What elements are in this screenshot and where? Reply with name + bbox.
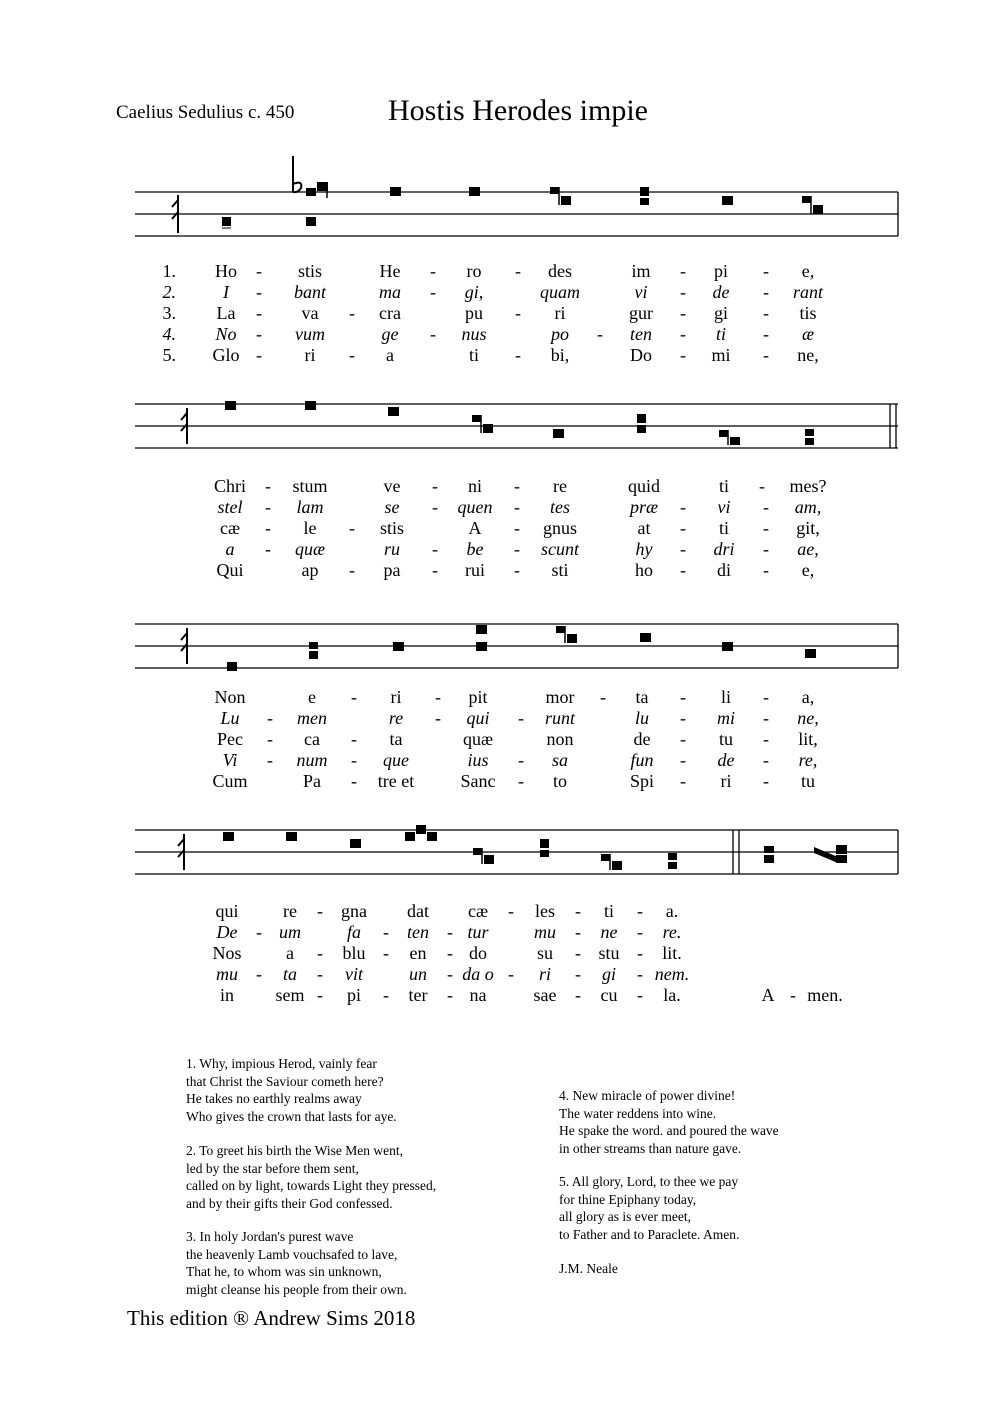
- translation-line: that Christ the Saviour cometh here?: [186, 1073, 384, 1089]
- syllable-hyphen: -: [432, 560, 438, 580]
- syllable-hyphen: -: [680, 261, 686, 281]
- staff-system-3: [0, 614, 992, 707]
- lyric-syllable: dri: [713, 539, 735, 559]
- syllable-hyphen: -: [680, 303, 686, 323]
- lyric-syllable: mes?: [789, 476, 827, 496]
- staff-system-1: [0, 178, 992, 268]
- lyric-syllable: pi: [346, 985, 362, 1005]
- lyric-syllable: Nos: [212, 943, 242, 963]
- lyric-syllable: runt: [544, 708, 576, 728]
- lyric-syllable: tu: [800, 771, 816, 791]
- lyric-syllable: qui: [466, 708, 490, 728]
- staff-system-4: [0, 818, 992, 908]
- lyric-syllable: dat: [407, 901, 429, 921]
- lyric-syllable: quæ: [294, 539, 326, 559]
- lyric-syllable: præ: [629, 497, 659, 517]
- lyric-syllable: ge: [381, 324, 399, 344]
- lyric-syllable: ri: [538, 964, 552, 984]
- lyric-syllable: gur: [629, 303, 653, 323]
- lyric-syllable: tre et: [377, 771, 415, 791]
- syllable-hyphen: -: [680, 687, 686, 707]
- lyric-syllable: men.: [807, 985, 843, 1005]
- lyric-syllable: sa: [551, 750, 569, 770]
- syllable-hyphen: -: [763, 282, 769, 302]
- lyric-syllable: le: [303, 518, 317, 538]
- syllable-hyphen: -: [575, 985, 581, 1005]
- lyric-syllable: sti: [551, 560, 569, 580]
- lyric-syllable: lu: [634, 708, 650, 728]
- lyric-syllable: stum: [292, 476, 328, 496]
- translation-line: to Father and to Paraclete. Amen.: [559, 1226, 740, 1242]
- lyric-syllable: vum: [295, 324, 325, 344]
- lyric-syllable: gi: [601, 964, 617, 984]
- syllable-hyphen: -: [763, 708, 769, 728]
- lyric-syllable: a.: [665, 901, 679, 921]
- lyric-syllable: æ: [801, 324, 815, 344]
- syllable-hyphen: -: [518, 750, 524, 770]
- lyric-syllable: ma: [379, 282, 401, 302]
- syllable-hyphen: -: [256, 303, 262, 323]
- lyric-syllable: qui: [215, 901, 239, 921]
- lyric-syllable: bi,: [550, 345, 570, 365]
- lyric-syllable: mi: [711, 345, 731, 365]
- lyric-syllable: re: [553, 476, 567, 496]
- lyric-syllable: a: [386, 345, 394, 365]
- syllable-hyphen: -: [597, 324, 603, 344]
- copyright-notice: This edition ® Andrew Sims 2018: [127, 1306, 416, 1330]
- translation-line: 1. Why, impious Herod, vainly fear: [186, 1056, 377, 1071]
- syllable-hyphen: -: [637, 964, 643, 984]
- lyric-syllable: di: [716, 560, 732, 580]
- translation-stanza: [559, 1173, 739, 1243]
- lyric-syllable: mu: [534, 922, 556, 942]
- syllable-hyphen: -: [763, 539, 769, 559]
- lyric-syllable: fun: [630, 750, 654, 770]
- lyric-syllable: ri: [554, 303, 566, 323]
- lyric-syllable: ius: [467, 750, 489, 770]
- syllable-hyphen: -: [680, 539, 686, 559]
- lyric-syllable: do: [469, 943, 487, 963]
- syllable-hyphen: -: [763, 345, 769, 365]
- lyric-syllable: Spi: [629, 771, 655, 791]
- syllable-hyphen: -: [680, 750, 686, 770]
- lyric-syllable: quam: [540, 282, 580, 302]
- lyric-syllable: tes: [550, 497, 570, 517]
- lyric-syllable: sem: [275, 985, 305, 1005]
- syllable-hyphen: -: [435, 708, 441, 728]
- lyric-syllable: stis: [297, 261, 323, 281]
- syllable-hyphen: -: [514, 476, 520, 496]
- lyric-syllable: se: [384, 497, 400, 517]
- syllable-hyphen: -: [763, 497, 769, 517]
- syllable-hyphen: -: [351, 750, 357, 770]
- syllable-hyphen: -: [351, 729, 357, 749]
- verse-number: 3.: [162, 303, 176, 323]
- lyric-syllable: ti: [718, 518, 730, 538]
- syllable-hyphen: -: [763, 303, 769, 323]
- staff-system-2: [0, 394, 992, 484]
- syllable-hyphen: -: [383, 922, 389, 942]
- syllable-hyphen: -: [256, 345, 262, 365]
- syllable-hyphen: -: [349, 518, 355, 538]
- lyric-syllable: vit: [345, 964, 363, 984]
- lyric-syllable: stel: [217, 497, 243, 517]
- lyric-syllable: ri: [304, 345, 316, 365]
- lyric-syllable: ru: [383, 539, 401, 559]
- translation-line: and by their gifts their God confessed.: [186, 1195, 393, 1211]
- syllable-hyphen: -: [256, 324, 262, 344]
- translation-stanza: [186, 1142, 436, 1212]
- verse-number: 1.: [162, 261, 176, 281]
- lyric-syllable: gi,: [464, 282, 484, 302]
- lyric-syllable: e,: [801, 261, 815, 281]
- lyric-syllable: quen: [457, 497, 493, 517]
- lyric-syllable: cu: [600, 985, 618, 1005]
- lyric-syllable: na: [469, 985, 487, 1005]
- translation-line: Who gives the crown that lasts for aye.: [186, 1108, 397, 1124]
- syllable-hyphen: -: [508, 964, 514, 984]
- lyric-syllable: Qui: [216, 560, 244, 580]
- syllable-hyphen: -: [447, 985, 453, 1005]
- syllable-hyphen: -: [763, 729, 769, 749]
- lyric-syllable: Pa: [303, 771, 321, 791]
- lyric-syllable: to: [552, 771, 568, 791]
- syllable-hyphen: -: [680, 708, 686, 728]
- lyric-syllable: Pec: [217, 729, 243, 749]
- author-credit: Caelius Sedulius c. 450: [116, 102, 295, 123]
- lyric-syllable: rui: [465, 560, 485, 580]
- lyric-syllable: blu: [342, 943, 366, 963]
- lyric-syllable: ni: [467, 476, 483, 496]
- lyric-syllable: in: [219, 985, 235, 1005]
- syllable-hyphen: -: [680, 497, 686, 517]
- syllable-hyphen: -: [256, 282, 262, 302]
- lyric-syllable: ap: [301, 560, 319, 580]
- lyric-syllable: cæ: [220, 518, 240, 538]
- lyric-syllable: Glo: [212, 345, 240, 365]
- lyric-syllable: li: [720, 687, 732, 707]
- lyric-syllable: A: [761, 985, 775, 1005]
- syllable-hyphen: -: [575, 922, 581, 942]
- translation-line: 5. All glory, Lord, to thee we pay: [559, 1174, 739, 1189]
- lyric-syllable: scunt: [541, 539, 579, 559]
- syllable-hyphen: -: [680, 324, 686, 344]
- translation-stanza: [186, 1228, 407, 1298]
- verse-number: 4.: [162, 324, 176, 344]
- lyric-syllable: ne,: [797, 345, 819, 365]
- syllable-hyphen: -: [637, 985, 643, 1005]
- translation-line: 4. New miracle of power divine!: [559, 1088, 736, 1103]
- syllable-hyphen: -: [637, 901, 643, 921]
- lyric-syllable: be: [466, 539, 484, 559]
- lyric-syllable: ti: [468, 345, 480, 365]
- syllable-hyphen: -: [447, 964, 453, 984]
- syllable-hyphen: -: [265, 476, 271, 496]
- lyric-syllable: rant: [792, 282, 824, 302]
- lyric-syllable: ae,: [797, 539, 819, 559]
- lyric-syllable: at: [637, 518, 651, 538]
- lyric-syllable: quid: [627, 476, 661, 496]
- lyric-syllable: quæ: [462, 729, 494, 749]
- translation-line: all glory as is ever meet,: [559, 1209, 691, 1224]
- lyric-syllable: hy: [635, 539, 653, 559]
- lyric-syllable: men: [297, 708, 327, 728]
- lyric-syllable: des: [548, 261, 572, 281]
- lyric-syllable: Do: [630, 345, 652, 365]
- lyric-syllable: gnus: [542, 518, 578, 538]
- lyric-syllable: a: [225, 539, 235, 559]
- lyric-syllable: Non: [214, 687, 246, 707]
- lyric-syllable: ten: [407, 922, 429, 942]
- syllable-hyphen: -: [575, 901, 581, 921]
- lyric-syllable: fa: [346, 922, 362, 942]
- syllable-hyphen: -: [432, 497, 438, 517]
- lyric-syllable: re,: [798, 750, 818, 770]
- lyric-syllable: ta: [282, 964, 298, 984]
- syllable-hyphen: -: [680, 345, 686, 365]
- lyric-syllable: re: [388, 708, 404, 728]
- syllable-hyphen: -: [680, 518, 686, 538]
- lyric-syllable: ter: [408, 985, 428, 1005]
- lyric-syllable: a: [286, 943, 294, 963]
- syllable-hyphen: -: [515, 345, 521, 365]
- syllable-hyphen: -: [351, 771, 357, 791]
- syllable-hyphen: -: [317, 901, 323, 921]
- translation-line: J.M. Neale: [559, 1261, 618, 1276]
- lyric-syllable: ca: [304, 729, 320, 749]
- syllable-hyphen: -: [515, 303, 521, 323]
- syllable-hyphen: -: [790, 985, 796, 1005]
- syllable-hyphen: -: [680, 771, 686, 791]
- lyric-syllable: de: [717, 750, 735, 770]
- lyric-syllable: les: [535, 901, 555, 921]
- lyric-syllable: a,: [801, 687, 815, 707]
- syllable-hyphen: -: [256, 922, 262, 942]
- lyric-syllable: Ho: [215, 261, 237, 281]
- lyric-syllable: ve: [383, 476, 401, 496]
- syllable-hyphen: -: [383, 985, 389, 1005]
- syllable-hyphen: -: [600, 687, 606, 707]
- syllable-hyphen: -: [763, 771, 769, 791]
- lyric-syllable: pu: [465, 303, 483, 323]
- syllable-hyphen: -: [432, 476, 438, 496]
- lyric-syllable: tur: [467, 922, 489, 942]
- lyric-syllable: He: [379, 261, 401, 281]
- syllable-hyphen: -: [317, 985, 323, 1005]
- translation-line: led by the star before them sent,: [186, 1160, 359, 1176]
- syllable-hyphen: -: [763, 261, 769, 281]
- syllable-hyphen: -: [763, 687, 769, 707]
- syllable-hyphen: -: [256, 261, 262, 281]
- lyric-syllable: en: [409, 943, 427, 963]
- translation-line: called on by light, towards Light they pressed,: [186, 1178, 437, 1193]
- lyric-syllable: tis: [799, 303, 817, 323]
- syllable-hyphen: -: [383, 943, 389, 963]
- lyric-syllable: nem.: [654, 964, 690, 984]
- lyric-syllable: Lu: [220, 708, 240, 728]
- lyric-syllable: sae: [533, 985, 557, 1005]
- verse-number: 5.: [162, 345, 176, 365]
- translation-line: The water reddens into wine.: [559, 1105, 717, 1121]
- lyric-syllable: ro: [466, 261, 482, 281]
- lyric-syllable: lit.: [662, 943, 682, 963]
- lyric-syllable: nus: [461, 324, 487, 344]
- lyric-syllable: ti: [603, 901, 615, 921]
- syllable-hyphen: -: [349, 345, 355, 365]
- lyric-syllable: bant: [293, 282, 327, 302]
- syllable-hyphen: -: [514, 539, 520, 559]
- lyric-syllable: pi: [713, 261, 729, 281]
- syllable-hyphen: -: [680, 282, 686, 302]
- lyric-syllable: ti: [715, 324, 727, 344]
- syllable-hyphen: -: [514, 518, 520, 538]
- lyric-syllable: non: [546, 729, 574, 749]
- syllable-hyphen: -: [430, 261, 436, 281]
- translation-stanza: [559, 1260, 618, 1278]
- hymn-title: Hostis Herodes impie: [388, 94, 648, 127]
- lyric-syllable: po: [551, 324, 569, 344]
- syllable-hyphen: -: [349, 560, 355, 580]
- verse-number: 2.: [162, 282, 176, 302]
- syllable-hyphen: -: [267, 750, 273, 770]
- lyric-syllable: pit: [468, 687, 488, 707]
- lyric-syllable: um: [279, 922, 301, 942]
- lyric-syllable: que: [383, 750, 409, 770]
- lyric-syllable: ta: [635, 687, 649, 707]
- syllable-hyphen: -: [265, 518, 271, 538]
- syllable-hyphen: -: [267, 729, 273, 749]
- lyric-syllable: lam: [296, 497, 324, 517]
- lyric-syllable: su: [536, 943, 554, 963]
- syllable-hyphen: -: [680, 729, 686, 749]
- lyric-syllable: da o: [462, 964, 494, 984]
- translation-line: He spake the word. and poured the wave: [559, 1123, 779, 1138]
- syllable-hyphen: -: [508, 901, 514, 921]
- lyric-syllable: ta: [389, 729, 403, 749]
- lyric-syllable: e: [308, 687, 316, 707]
- syllable-hyphen: -: [351, 687, 357, 707]
- syllable-hyphen: -: [759, 476, 765, 496]
- lyric-syllable: ne: [600, 922, 618, 942]
- lyric-syllable: la.: [663, 985, 681, 1005]
- syllable-hyphen: -: [432, 539, 438, 559]
- syllable-hyphen: -: [637, 922, 643, 942]
- lyric-syllable: gi: [713, 303, 729, 323]
- translation-line: in other streams than nature gave.: [559, 1140, 742, 1156]
- lyric-syllable: stis: [379, 518, 405, 538]
- syllable-hyphen: -: [349, 303, 355, 323]
- flat-icon: [293, 156, 301, 192]
- syllable-hyphen: -: [514, 497, 520, 517]
- syllable-hyphen: -: [447, 922, 453, 942]
- lyric-syllable: re: [283, 901, 297, 921]
- translation-line: 2. To greet his birth the Wise Men went,: [186, 1143, 403, 1158]
- syllable-hyphen: -: [514, 560, 520, 580]
- lyric-syllable: De: [216, 922, 238, 942]
- lyric-syllable: stu: [598, 943, 620, 963]
- lyric-syllable: gna: [341, 901, 367, 921]
- lyric-syllable: mu: [216, 964, 238, 984]
- lyric-syllable: pa: [383, 560, 401, 580]
- lyric-syllable: cra: [379, 303, 401, 323]
- lyric-syllable: vi: [634, 282, 648, 302]
- syllable-hyphen: -: [447, 943, 453, 963]
- lyric-syllable: de: [712, 282, 730, 302]
- syllable-hyphen: -: [317, 964, 323, 984]
- syllable-hyphen: -: [680, 560, 686, 580]
- syllable-hyphen: -: [265, 539, 271, 559]
- lyric-syllable: ho: [635, 560, 653, 580]
- lyric-syllable: mi: [717, 708, 735, 728]
- syllable-hyphen: -: [763, 560, 769, 580]
- translation-stanza: [186, 1055, 397, 1125]
- lyric-syllable: ri: [390, 687, 402, 707]
- syllable-hyphen: -: [317, 943, 323, 963]
- translation-line: might cleanse his people from their own.: [186, 1281, 407, 1297]
- syllable-hyphen: -: [256, 964, 262, 984]
- syllable-hyphen: -: [265, 497, 271, 517]
- lyric-syllable: Vi: [222, 750, 238, 770]
- syllable-hyphen: -: [763, 750, 769, 770]
- lyric-syllable: ti: [718, 476, 730, 496]
- syllable-hyphen: -: [763, 324, 769, 344]
- translation-line: He takes no earthly realms away: [186, 1091, 362, 1106]
- syllable-hyphen: -: [430, 282, 436, 302]
- lyric-syllable: un: [409, 964, 427, 984]
- lyric-syllable: im: [631, 261, 651, 281]
- lyric-syllable: va: [301, 303, 319, 323]
- lyric-syllable: A: [468, 518, 482, 538]
- lyric-syllable: re.: [662, 922, 682, 942]
- translation-line: 3. In holy Jordan's purest wave: [186, 1229, 354, 1244]
- syllable-hyphen: -: [575, 964, 581, 984]
- lyric-syllable: num: [296, 750, 328, 770]
- lyric-syllable: ten: [630, 324, 652, 344]
- syllable-hyphen: -: [575, 943, 581, 963]
- lyric-syllable: La: [216, 303, 236, 323]
- translation-line: the heavenly Lamb vouchsafed to lave,: [186, 1246, 398, 1262]
- syllable-hyphen: -: [763, 518, 769, 538]
- translation-line: for thine Epiphany today,: [559, 1191, 697, 1207]
- lyric-syllable: Sanc: [460, 771, 496, 791]
- lyric-syllable: cæ: [468, 901, 488, 921]
- syllable-hyphen: -: [518, 708, 524, 728]
- lyric-syllable: Chri: [213, 476, 247, 496]
- lyric-syllable: e,: [801, 560, 815, 580]
- lyric-syllable: mor: [545, 687, 575, 707]
- syllable-hyphen: -: [267, 708, 273, 728]
- syllable-hyphen: -: [518, 771, 524, 791]
- lyric-syllable: ne,: [797, 708, 819, 728]
- lyric-syllable: git,: [796, 518, 820, 538]
- lyric-syllable: am,: [794, 497, 822, 517]
- lyric-syllable: No: [215, 324, 237, 344]
- lyric-syllable: de: [633, 729, 651, 749]
- translation-stanza: [559, 1087, 779, 1157]
- syllable-hyphen: -: [430, 324, 436, 344]
- lyric-syllable: vi: [717, 497, 731, 517]
- lyric-syllable: lit,: [798, 729, 818, 749]
- lyric-syllable: I: [223, 282, 229, 302]
- syllable-hyphen: -: [637, 943, 643, 963]
- translation-line: That he, to whom was sin unknown,: [186, 1264, 382, 1279]
- lyric-syllable: tu: [718, 729, 734, 749]
- lyric-syllable: ri: [720, 771, 732, 791]
- syllable-hyphen: -: [515, 261, 521, 281]
- syllable-hyphen: -: [435, 687, 441, 707]
- lyric-syllable: Cum: [212, 771, 248, 791]
